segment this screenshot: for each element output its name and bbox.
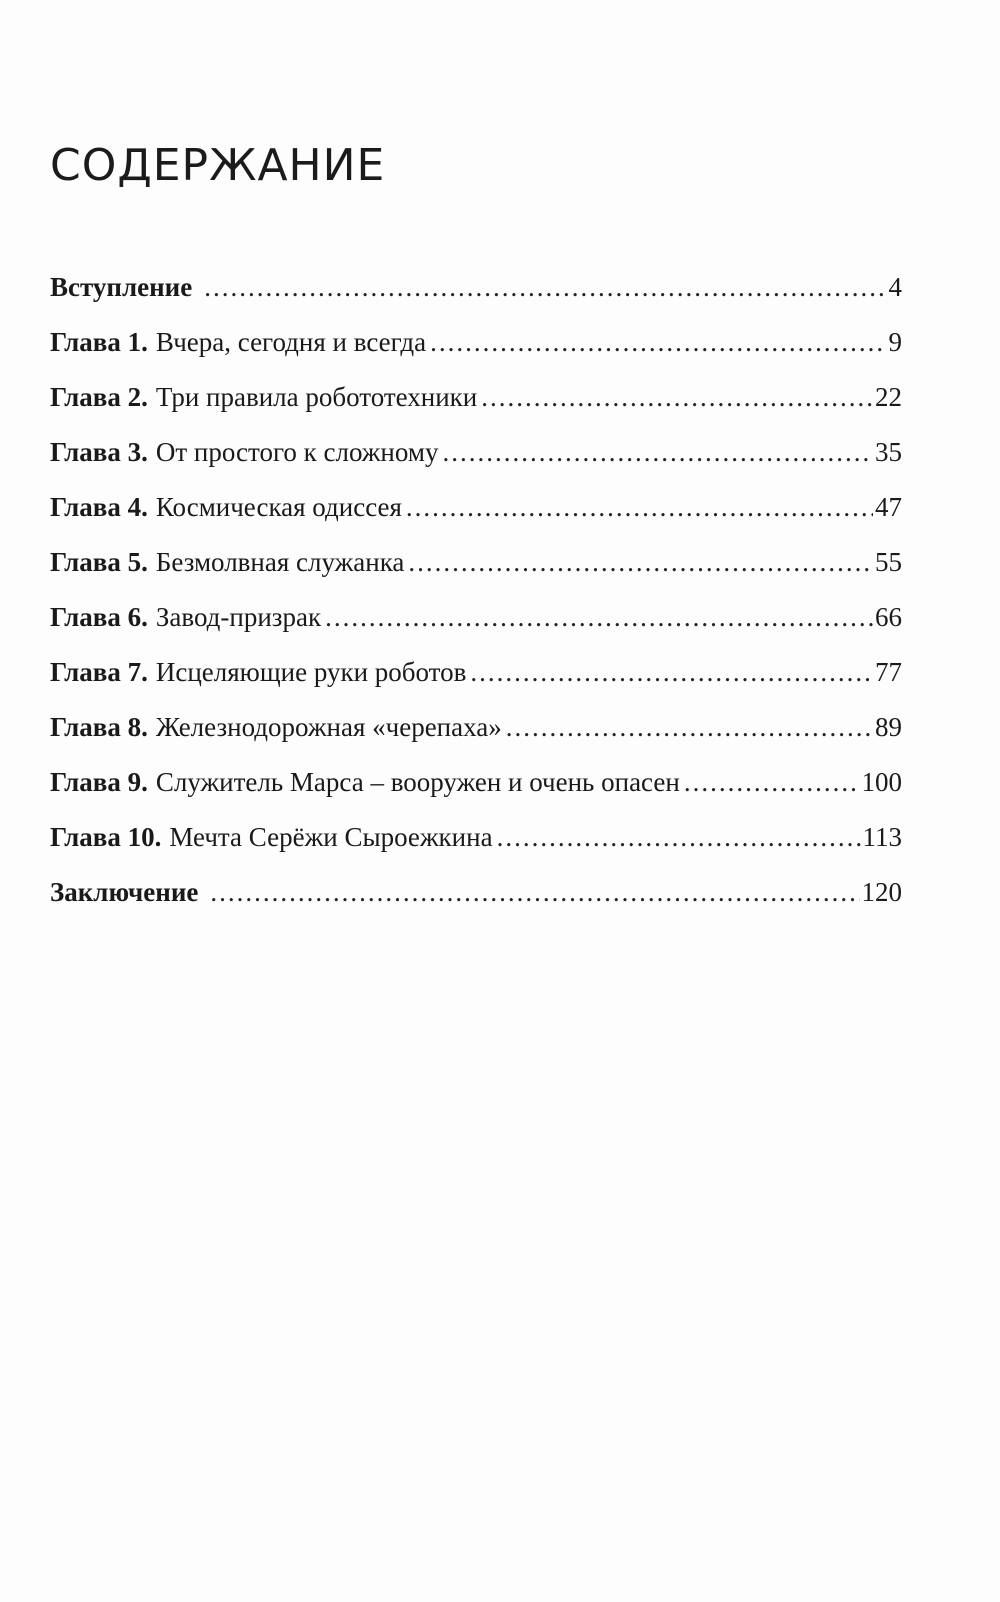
toc-entry-title: Железнодорожная «черепаха»: [155, 712, 502, 742]
toc-entry-label: Глава 9.: [50, 767, 148, 797]
toc-entry-title: От простого к сложному: [155, 437, 439, 467]
page-title: СОДЕРЖАНИЕ: [50, 140, 386, 191]
dot-leader: [430, 327, 886, 358]
dot-leader: [506, 712, 873, 743]
toc-entry-label: Глава 7.: [50, 657, 148, 687]
toc-entry-title: Завод-призрак: [155, 602, 322, 632]
toc-entry-label: Глава 2.: [50, 382, 148, 412]
dot-leader: [481, 382, 873, 413]
toc-entry-conclusion[interactable]: [50, 877, 902, 932]
toc-entry-label: Глава 4.: [50, 492, 148, 522]
toc-entry-page: 77: [875, 657, 902, 687]
toc-entry-title: Вчера, сегодня и всегда: [155, 327, 427, 357]
toc-entry-title: Мечта Серёжи Сыроежкина: [169, 822, 493, 852]
toc-entry-label: Глава 1.: [50, 327, 148, 357]
toc-entry-label: Глава 5.: [50, 547, 148, 577]
toc-entry-page: 113: [862, 822, 902, 852]
toc-entry-chapter-5[interactable]: [50, 547, 902, 602]
toc-entry-title: Исцеляющие руки роботов: [155, 657, 467, 687]
toc-entry-label: Глава 10.: [50, 822, 162, 852]
dot-leader: [470, 657, 873, 688]
toc-entry-title: Служитель Марса – вооружен и очень опасен: [155, 767, 680, 797]
toc-entry-page: 22: [875, 382, 902, 412]
toc-entry-chapter-8[interactable]: [50, 712, 902, 767]
toc-entry-chapter-10[interactable]: [50, 822, 902, 877]
toc-entry-page: 9: [888, 327, 902, 357]
toc-entry-title: Три правила робототехники: [155, 382, 478, 412]
toc-entry-label: Глава 3.: [50, 437, 148, 467]
dot-leader: [497, 822, 861, 853]
toc-entry-label: Заключение: [50, 877, 199, 907]
toc-entry-chapter-2[interactable]: [50, 382, 902, 437]
toc-entry-chapter-3[interactable]: [50, 437, 902, 492]
toc-entry-page: 66: [875, 602, 902, 632]
table-of-contents: [50, 272, 902, 932]
toc-entry-chapter-7[interactable]: [50, 657, 902, 712]
toc-entry-label: Глава 6.: [50, 602, 148, 632]
toc-entry-title: Космическая одиссея: [155, 492, 402, 522]
dot-leader: [408, 547, 873, 578]
toc-entry-chapter-9[interactable]: [50, 767, 902, 822]
dot-leader: [204, 272, 886, 303]
toc-entry-chapter-6[interactable]: [50, 602, 902, 657]
toc-entry-title: Безмолвная служанка: [155, 547, 405, 577]
toc-entry-introduction[interactable]: [50, 272, 902, 327]
toc-entry-label: Глава 8.: [50, 712, 148, 742]
toc-entry-page: 4: [888, 272, 902, 302]
dot-leader: [325, 602, 873, 633]
toc-entry-page: 89: [875, 712, 902, 742]
toc-entry-page: 100: [861, 767, 902, 797]
toc-entry-page: 35: [875, 437, 902, 467]
toc-entry-page: 47: [875, 492, 902, 522]
dot-leader: [684, 767, 860, 798]
toc-entry-label: Вступление: [50, 272, 193, 302]
dot-leader: [442, 437, 873, 468]
toc-entry-page: 55: [875, 547, 902, 577]
dot-leader: [406, 492, 873, 523]
toc-entry-page: 120: [861, 877, 902, 907]
toc-entry-chapter-1[interactable]: [50, 327, 902, 382]
dot-leader: [210, 877, 859, 908]
toc-entry-chapter-4[interactable]: [50, 492, 902, 547]
